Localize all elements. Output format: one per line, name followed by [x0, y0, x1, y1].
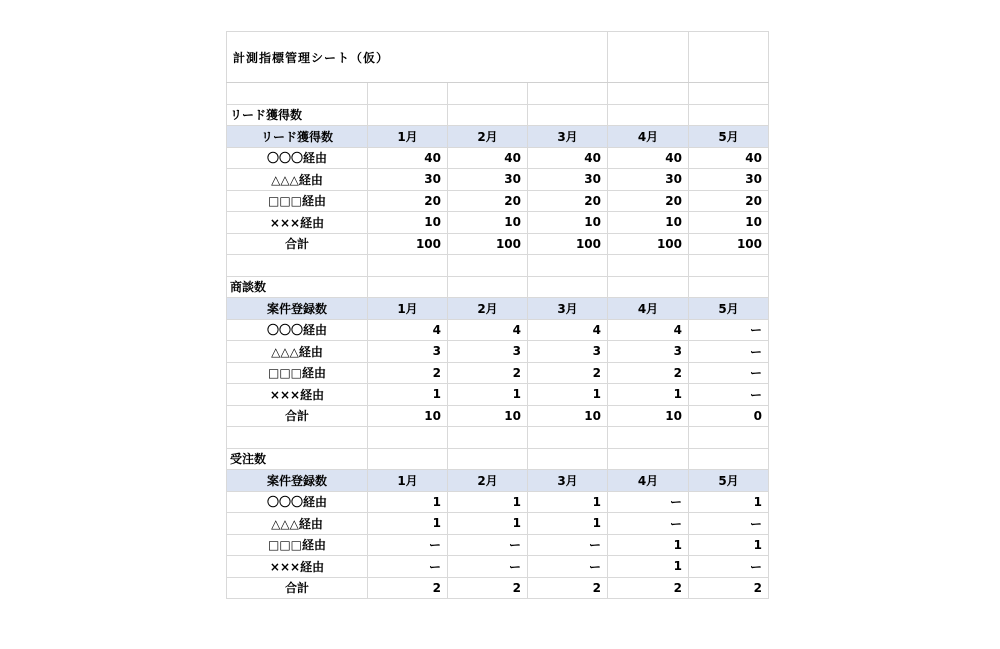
value-cell[interactable]: 2: [448, 362, 528, 384]
table-header-row: [227, 298, 769, 320]
month-header[interactable]: 2月: [448, 470, 528, 492]
header-label[interactable]: 案件登録数: [227, 298, 368, 320]
row-label[interactable]: ×××経由: [227, 212, 368, 234]
value-cell[interactable]: 0: [689, 405, 769, 427]
value-cell[interactable]: 30: [608, 169, 689, 191]
month-header[interactable]: 4月: [608, 470, 689, 492]
value-cell[interactable]: 10: [608, 212, 689, 234]
value-cell[interactable]: 2: [608, 362, 689, 384]
value-cell[interactable]: ー: [608, 491, 689, 513]
value-cell[interactable]: 10: [448, 405, 528, 427]
value-cell[interactable]: ー: [689, 384, 769, 406]
value-cell[interactable]: ー: [689, 341, 769, 363]
spacer-row: [227, 255, 769, 277]
value-cell[interactable]: 20: [608, 190, 689, 212]
value-cell[interactable]: ー: [608, 513, 689, 535]
value-cell[interactable]: 10: [689, 212, 769, 234]
value-cell[interactable]: 1: [528, 491, 608, 513]
title-row: [227, 32, 769, 83]
value-cell[interactable]: 10: [528, 212, 608, 234]
value-cell[interactable]: 10: [368, 405, 448, 427]
value-cell[interactable]: 30: [448, 169, 528, 191]
section-title-row: [227, 104, 769, 126]
total-row: [227, 233, 769, 255]
month-header[interactable]: 4月: [608, 298, 689, 320]
month-header[interactable]: 1月: [368, 470, 448, 492]
row-label[interactable]: 合計: [227, 577, 368, 599]
value-cell[interactable]: 1: [608, 534, 689, 556]
row-label[interactable]: △△△経由: [227, 341, 368, 363]
month-header[interactable]: 5月: [689, 470, 769, 492]
row-label[interactable]: □□□経由: [227, 362, 368, 384]
value-cell[interactable]: 30: [368, 169, 448, 191]
header-label[interactable]: 案件登録数: [227, 470, 368, 492]
value-cell[interactable]: 10: [528, 405, 608, 427]
value-cell[interactable]: 20: [528, 190, 608, 212]
value-cell[interactable]: 1: [448, 384, 528, 406]
value-cell[interactable]: 1: [528, 384, 608, 406]
value-cell[interactable]: 4: [528, 319, 608, 341]
value-cell[interactable]: 3: [608, 341, 689, 363]
value-cell[interactable]: 1: [608, 556, 689, 578]
table-row: [227, 341, 769, 363]
value-cell[interactable]: 3: [368, 341, 448, 363]
value-cell[interactable]: ー: [689, 556, 769, 578]
value-cell[interactable]: 1: [689, 491, 769, 513]
value-cell[interactable]: 30: [528, 169, 608, 191]
table-row: [227, 556, 769, 578]
row-label[interactable]: 〇〇〇経由: [227, 147, 368, 169]
row-label[interactable]: □□□経由: [227, 534, 368, 556]
value-cell[interactable]: 2: [368, 577, 448, 599]
value-cell[interactable]: 40: [689, 147, 769, 169]
month-header[interactable]: 4月: [608, 126, 689, 148]
value-cell[interactable]: 2: [368, 362, 448, 384]
value-cell[interactable]: ー: [368, 556, 448, 578]
value-cell[interactable]: 2: [608, 577, 689, 599]
value-cell[interactable]: 40: [448, 147, 528, 169]
value-cell[interactable]: 100: [608, 233, 689, 255]
table-row: [227, 212, 769, 234]
value-cell[interactable]: ー: [689, 513, 769, 535]
spacer-row: [227, 83, 769, 105]
month-header[interactable]: 2月: [448, 126, 528, 148]
value-cell[interactable]: 1: [448, 491, 528, 513]
row-label[interactable]: ×××経由: [227, 556, 368, 578]
row-label[interactable]: 合計: [227, 405, 368, 427]
value-cell[interactable]: 100: [368, 233, 448, 255]
value-cell[interactable]: 1: [368, 513, 448, 535]
table-row: [227, 190, 769, 212]
empty-cell[interactable]: [689, 32, 769, 83]
value-cell[interactable]: 100: [689, 233, 769, 255]
spacer-row: [227, 427, 769, 449]
value-cell[interactable]: 20: [448, 190, 528, 212]
value-cell[interactable]: 100: [528, 233, 608, 255]
value-cell[interactable]: 1: [608, 384, 689, 406]
value-cell[interactable]: 20: [689, 190, 769, 212]
value-cell[interactable]: ー: [528, 556, 608, 578]
month-header[interactable]: 3月: [528, 470, 608, 492]
value-cell[interactable]: ー: [448, 556, 528, 578]
month-header[interactable]: 1月: [368, 298, 448, 320]
value-cell[interactable]: 4: [448, 319, 528, 341]
value-cell[interactable]: 2: [528, 577, 608, 599]
section-title[interactable]: 商談数: [227, 276, 368, 298]
table-row: [227, 169, 769, 191]
row-label[interactable]: 合計: [227, 233, 368, 255]
value-cell[interactable]: ー: [448, 534, 528, 556]
value-cell[interactable]: ー: [528, 534, 608, 556]
value-cell[interactable]: ー: [689, 362, 769, 384]
value-cell[interactable]: 20: [368, 190, 448, 212]
table-header-row: [227, 126, 769, 148]
section-title[interactable]: リード獲得数: [227, 104, 368, 126]
value-cell[interactable]: 2: [448, 577, 528, 599]
total-row: [227, 577, 769, 599]
section-title[interactable]: 受注数: [227, 448, 368, 470]
value-cell[interactable]: 2: [528, 362, 608, 384]
row-label[interactable]: ×××経由: [227, 384, 368, 406]
value-cell[interactable]: 1: [368, 384, 448, 406]
value-cell[interactable]: 3: [448, 341, 528, 363]
table-row: [227, 384, 769, 406]
value-cell[interactable]: 1: [368, 491, 448, 513]
value-cell[interactable]: 1: [448, 513, 528, 535]
table-row: [227, 534, 769, 556]
metrics-sheet: [226, 31, 769, 599]
total-row: [227, 405, 769, 427]
table-row: [227, 491, 769, 513]
value-cell[interactable]: 30: [689, 169, 769, 191]
value-cell[interactable]: 1: [689, 534, 769, 556]
value-cell[interactable]: ー: [689, 319, 769, 341]
row-label[interactable]: 〇〇〇経由: [227, 491, 368, 513]
value-cell[interactable]: 4: [608, 319, 689, 341]
value-cell[interactable]: ー: [368, 534, 448, 556]
month-header[interactable]: 1月: [368, 126, 448, 148]
row-label[interactable]: △△△経由: [227, 169, 368, 191]
section-title-row: [227, 276, 769, 298]
section-title-row: [227, 448, 769, 470]
value-cell[interactable]: 10: [448, 212, 528, 234]
month-header[interactable]: 5月: [689, 126, 769, 148]
table-header-row: [227, 470, 769, 492]
empty-cell[interactable]: [608, 32, 689, 83]
value-cell[interactable]: 40: [368, 147, 448, 169]
table-row: [227, 147, 769, 169]
month-header[interactable]: 5月: [689, 298, 769, 320]
value-cell[interactable]: 10: [368, 212, 448, 234]
table-row: [227, 319, 769, 341]
header-label[interactable]: リード獲得数: [227, 126, 368, 148]
value-cell[interactable]: 1: [528, 513, 608, 535]
table-row: [227, 362, 769, 384]
row-label[interactable]: □□□経由: [227, 190, 368, 212]
row-label[interactable]: △△△経由: [227, 513, 368, 535]
row-label[interactable]: 〇〇〇経由: [227, 319, 368, 341]
value-cell[interactable]: 2: [689, 577, 769, 599]
value-cell[interactable]: 10: [608, 405, 689, 427]
month-header[interactable]: 3月: [528, 298, 608, 320]
sheet-title[interactable]: 計測指標管理シート（仮）: [227, 32, 608, 83]
value-cell[interactable]: 4: [368, 319, 448, 341]
table-row: [227, 513, 769, 535]
value-cell[interactable]: 3: [528, 341, 608, 363]
month-header[interactable]: 2月: [448, 298, 528, 320]
value-cell[interactable]: 40: [528, 147, 608, 169]
month-header[interactable]: 3月: [528, 126, 608, 148]
value-cell[interactable]: 40: [608, 147, 689, 169]
value-cell[interactable]: 100: [448, 233, 528, 255]
